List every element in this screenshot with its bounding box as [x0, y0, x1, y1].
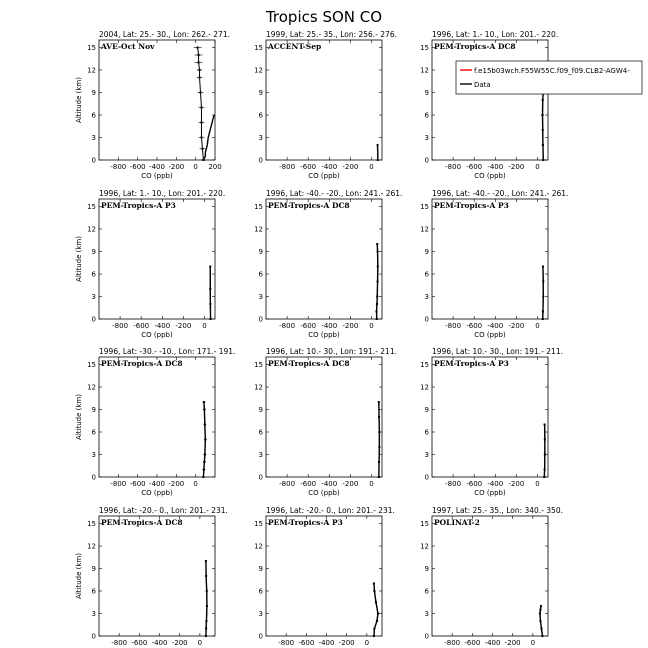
y-tick-label: 6	[258, 111, 263, 120]
y-tick-label: 12	[87, 383, 96, 392]
x-tick-label: -800	[445, 480, 462, 488]
x-tick-label: -600	[466, 322, 483, 330]
x-tick-label: 0	[535, 480, 540, 488]
y-tick-label: 15	[87, 361, 96, 369]
x-tick-label: -800	[445, 163, 462, 171]
x-tick-label: 0	[369, 480, 374, 488]
plot-frame	[432, 40, 548, 160]
x-tick-label: -800	[279, 322, 296, 330]
legend-box	[456, 61, 642, 94]
x-tick-label: -200	[508, 480, 525, 488]
x-tick-label: -400	[321, 480, 338, 488]
panel-title: PEM-Tropics-A DC8	[268, 359, 350, 368]
y-tick-label: 3	[258, 451, 263, 459]
y-tick-label: 12	[254, 225, 263, 234]
y-tick-label: 6	[424, 111, 429, 120]
x-tick-label: -600	[466, 163, 483, 171]
plot-frame	[432, 199, 548, 319]
plot-frame	[266, 357, 382, 477]
panel-header: 2004, Lat: 25.- 30., Lon: 262.- 271.	[99, 30, 230, 39]
y-tick-label: 3	[91, 293, 96, 301]
y-tick-label: 3	[424, 134, 429, 142]
panel-5	[254, 189, 402, 339]
x-tick-label: 0	[530, 639, 536, 647]
y-tick-label: 0	[424, 632, 429, 641]
y-tick-label: 12	[254, 66, 263, 75]
x-tick-label: -800	[111, 639, 128, 647]
data-point	[200, 92, 202, 94]
x-tick-label: 0	[535, 163, 540, 171]
x-tick-label: -400	[318, 639, 335, 647]
x-tick-label: 0	[197, 639, 203, 647]
panel-header: 1996, Lat: 10.- 30., Lon: 191.- 211.	[266, 347, 397, 356]
y-tick-label: 3	[258, 134, 263, 142]
panel-header: 1996, Lat: 1.- 10., Lon: 201.- 220.	[432, 30, 559, 39]
data-point	[199, 77, 201, 79]
x-tick-label: -400	[149, 480, 165, 488]
legend-data-label: Data	[474, 81, 491, 89]
plot-frame	[99, 357, 215, 477]
y-tick-label: 0	[91, 315, 96, 324]
x-axis-label: CO (ppb)	[474, 172, 506, 180]
panel-2	[254, 30, 397, 180]
y-tick-label: 15	[254, 520, 263, 528]
y-tick-label: 9	[258, 565, 263, 573]
panel-title: PEM-Tropics-A P3	[434, 359, 509, 368]
data-point	[199, 69, 201, 71]
x-tick-label: -400	[151, 639, 168, 647]
x-tick-label: -800	[279, 480, 296, 488]
x-tick-label: -400	[487, 163, 504, 171]
x-tick-label: -200	[342, 480, 359, 488]
y-tick-label: 9	[258, 248, 263, 256]
y-tick-label: 0	[258, 315, 263, 324]
data-point	[201, 148, 203, 150]
panel-header: 1996, Lat: -20.- 0., Lon: 201.- 231.	[99, 506, 228, 515]
y-tick-label: 3	[258, 293, 263, 301]
y-tick-label: 12	[420, 66, 429, 75]
y-tick-label: 0	[424, 156, 429, 165]
series-line	[206, 561, 207, 636]
x-tick-label: -800	[445, 322, 462, 330]
x-tick-label: -600	[300, 322, 317, 330]
y-tick-label: 9	[258, 89, 263, 97]
x-axis-label: CO (ppb)	[308, 172, 340, 180]
y-tick-label: 9	[91, 565, 96, 573]
x-tick-label: -200	[508, 163, 525, 171]
panel-7	[75, 347, 235, 497]
panel-10	[75, 506, 228, 648]
y-tick-label: 6	[91, 428, 96, 437]
y-tick-label: 0	[258, 473, 263, 482]
y-tick-label: 15	[87, 203, 96, 211]
x-tick-label: -600	[300, 163, 317, 171]
x-tick-label: -200	[168, 163, 185, 171]
x-tick-label: -200	[338, 639, 355, 647]
data-point	[198, 54, 200, 56]
x-tick-label: -800	[279, 163, 296, 171]
x-axis-label: CO (ppb)	[141, 331, 173, 339]
y-tick-label: 3	[424, 610, 429, 618]
y-tick-label: 15	[420, 44, 429, 52]
y-tick-label: 0	[91, 156, 96, 165]
panel-6	[420, 189, 568, 339]
panel-12	[420, 506, 563, 648]
x-tick-label: -200	[175, 322, 192, 330]
panel-header: 1996, Lat: -20.- 0., Lon: 201.- 231.	[266, 506, 395, 515]
y-tick-label: 12	[420, 542, 429, 551]
x-tick-label: -400	[149, 163, 165, 171]
x-tick-label: -800	[110, 480, 127, 488]
data-point	[200, 107, 202, 109]
panel-header: 1996, Lat: -40.- -20., Lon: 241.- 261.	[432, 189, 569, 198]
y-tick-label: 15	[420, 361, 429, 369]
panel-header: 1999, Lat: 25.- 35., Lon: 256.- 276.	[266, 30, 397, 39]
y-tick-label: 6	[424, 587, 429, 596]
x-tick-label: -400	[487, 322, 504, 330]
y-tick-label: 15	[87, 520, 96, 528]
y-tick-label: 9	[424, 248, 429, 256]
legend-model-label: f.e15b03wch.F55W55C.f09_f09.CLB2-AGW4-	[474, 67, 630, 75]
panel-title: ACCENT-Sep	[268, 42, 322, 51]
panel-title: POLINAT-2	[434, 518, 480, 527]
legend	[456, 61, 642, 94]
panels	[75, 30, 642, 648]
panel-header: 1996, Lat: -30.- -10., Lon: 171.- 191.	[99, 347, 236, 356]
y-tick-label: 6	[258, 270, 263, 279]
y-tick-label: 12	[420, 225, 429, 234]
data-point	[198, 62, 200, 64]
y-tick-label: 3	[424, 451, 429, 459]
series-line	[544, 425, 545, 478]
x-tick-label: -200	[342, 322, 359, 330]
x-tick-label: -800	[278, 639, 295, 647]
y-axis-label: Altitude (km)	[75, 236, 83, 282]
y-tick-label: 9	[258, 406, 263, 414]
y-tick-label: 15	[420, 520, 429, 528]
panel-header: 1997, Lat: 25.- 35., Lon: 340.- 350.	[432, 506, 563, 515]
y-tick-label: 0	[91, 632, 96, 641]
y-tick-label: 6	[91, 270, 96, 279]
y-tick-label: 6	[258, 587, 263, 596]
y-tick-label: 12	[254, 542, 263, 551]
series-line	[379, 402, 380, 477]
panel-9	[420, 347, 563, 497]
x-tick-label: -400	[484, 639, 501, 647]
y-tick-label: 9	[424, 89, 429, 97]
panel-3	[420, 30, 558, 180]
x-tick-label: 0	[369, 163, 374, 171]
x-tick-label: -200	[504, 639, 521, 647]
panel-header: 1996, Lat: 10.- 30., Lon: 191.- 211.	[432, 347, 563, 356]
y-tick-label: 15	[254, 44, 263, 52]
x-tick-label: -200	[342, 163, 359, 171]
panel-title: PEM-Tropics-A P3	[434, 201, 509, 210]
data-point	[197, 47, 199, 49]
x-tick-label: 0	[369, 322, 374, 330]
panel-title: PEM-Tropics-A DC8	[101, 359, 183, 368]
y-tick-label: 6	[91, 111, 96, 120]
panel-title: PEM-Tropics-A DC8	[268, 201, 350, 210]
x-tick-label: -600	[133, 322, 150, 330]
y-tick-label: 3	[258, 610, 263, 618]
y-axis-label: Altitude (km)	[75, 77, 83, 123]
figure-title: Tropics SON CO	[265, 8, 383, 26]
y-tick-label: 6	[424, 428, 429, 437]
x-tick-label: -400	[321, 322, 338, 330]
x-tick-label: -600	[466, 480, 483, 488]
y-tick-label: 0	[258, 156, 263, 165]
series-line	[374, 584, 378, 637]
y-tick-label: 3	[91, 134, 96, 142]
y-tick-label: 3	[91, 451, 96, 459]
panel-title: PEM-Tropics-A P3	[268, 518, 343, 527]
y-tick-label: 9	[424, 406, 429, 414]
x-tick-label: -600	[129, 163, 146, 171]
x-tick-label: -800	[444, 639, 461, 647]
y-tick-label: 3	[424, 293, 429, 301]
panel-4	[75, 189, 225, 339]
y-axis-label: Altitude (km)	[75, 553, 83, 599]
plot-frame	[266, 199, 382, 319]
x-tick-label: -600	[131, 639, 148, 647]
y-tick-label: 0	[424, 315, 429, 324]
x-axis-label: CO (ppb)	[474, 331, 506, 339]
x-tick-label: 200	[208, 163, 222, 171]
y-tick-label: 9	[91, 89, 96, 97]
y-tick-label: 12	[420, 383, 429, 392]
x-tick-label: 0	[193, 480, 198, 488]
panel-11	[254, 506, 395, 648]
y-tick-label: 6	[258, 428, 263, 437]
series-line	[543, 267, 544, 320]
y-tick-label: 12	[87, 66, 96, 75]
y-tick-label: 6	[424, 270, 429, 279]
plot-frame	[432, 516, 548, 636]
x-tick-label: 0	[364, 639, 370, 647]
y-tick-label: 12	[87, 225, 96, 234]
panel-8	[254, 347, 397, 497]
y-tick-label: 15	[254, 361, 263, 369]
y-tick-label: 0	[91, 473, 96, 482]
plot-frame	[99, 40, 215, 160]
y-tick-label: 0	[424, 473, 429, 482]
x-tick-label: 0	[202, 322, 207, 330]
x-axis-label: CO (ppb)	[474, 489, 506, 497]
y-tick-label: 15	[254, 203, 263, 211]
x-tick-label: 0	[193, 163, 198, 171]
panel-title: PEM-Tropics-A DC8	[434, 42, 516, 51]
x-tick-label: -200	[508, 322, 525, 330]
x-axis-label: CO (ppb)	[308, 489, 340, 497]
panel-title: PEM-Tropics-A P3	[101, 201, 176, 210]
x-tick-label: -400	[154, 322, 171, 330]
plot-frame	[99, 516, 215, 636]
y-tick-label: 0	[258, 632, 263, 641]
x-tick-label: -400	[487, 480, 504, 488]
panel-header: 1996, Lat: -40.- -20., Lon: 241.- 261.	[266, 189, 403, 198]
x-axis-label: CO (ppb)	[308, 331, 340, 339]
panel-header: 1996, Lat: 1.- 10., Lon: 201.- 220.	[99, 189, 226, 198]
panel-title: AVE-Oct Nov	[101, 42, 155, 51]
series-line	[543, 85, 544, 160]
y-axis-label: Altitude (km)	[75, 394, 83, 440]
panel-1	[75, 30, 230, 180]
y-tick-label: 3	[91, 610, 96, 618]
x-tick-label: -800	[110, 163, 127, 171]
x-tick-label: -600	[464, 639, 481, 647]
x-axis-label: CO (ppb)	[141, 489, 173, 497]
x-tick-label: 0	[535, 322, 540, 330]
x-tick-label: -400	[321, 163, 338, 171]
x-tick-label: -600	[300, 480, 317, 488]
x-axis-label: CO (ppb)	[141, 172, 173, 180]
plot-frame	[99, 199, 215, 319]
y-tick-label: 9	[424, 565, 429, 573]
y-tick-label: 12	[254, 383, 263, 392]
y-tick-label: 15	[87, 44, 96, 52]
panel-title: PEM-Tropics-A DC8	[101, 518, 183, 527]
y-tick-label: 9	[91, 406, 96, 414]
x-tick-label: -800	[112, 322, 129, 330]
plot-frame	[266, 516, 382, 636]
data-point	[200, 137, 202, 139]
x-tick-label: -200	[171, 639, 188, 647]
y-tick-label: 6	[91, 587, 96, 596]
data-point	[200, 122, 202, 124]
x-tick-label: -200	[168, 480, 185, 488]
profile-line	[198, 48, 204, 161]
x-tick-label: -600	[129, 480, 146, 488]
y-tick-label: 9	[91, 248, 96, 256]
x-tick-label: -600	[298, 639, 315, 647]
plot-frame	[266, 40, 382, 160]
y-tick-label: 15	[420, 203, 429, 211]
plot-frame	[432, 357, 548, 477]
y-tick-label: 12	[87, 542, 96, 551]
